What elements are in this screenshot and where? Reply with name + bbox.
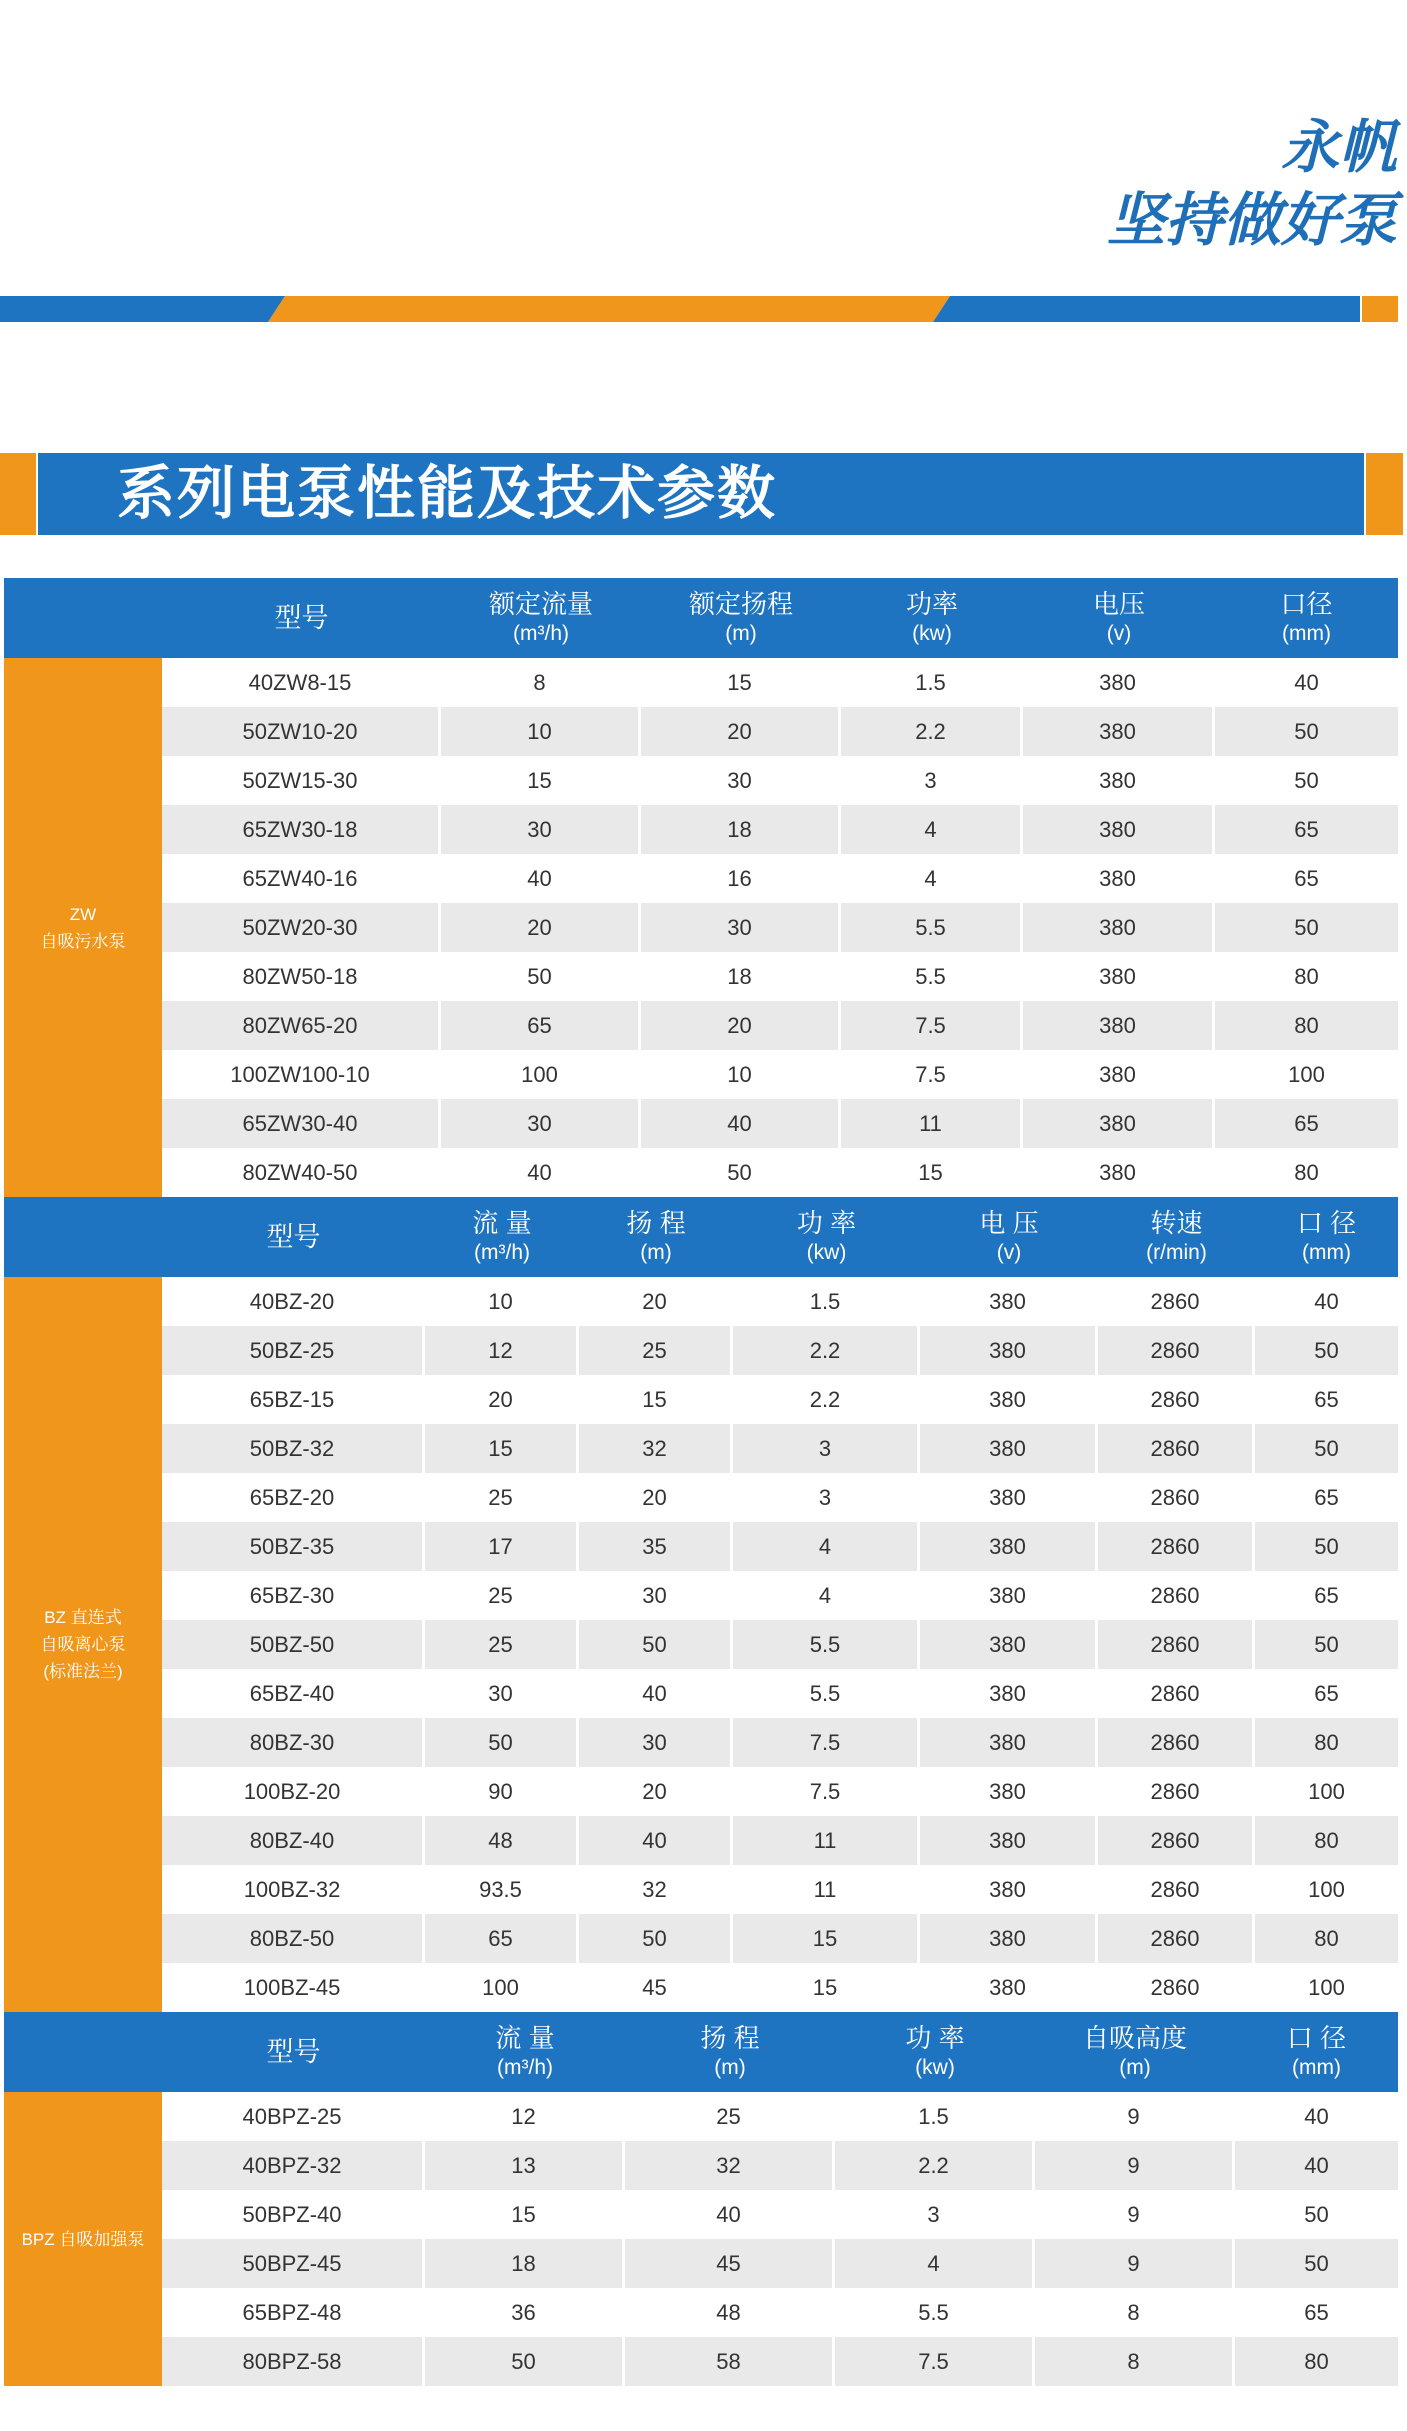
table-cell: 50 (1294, 914, 1319, 940)
table-cell: 25 (425, 1620, 579, 1669)
cell-model: 80BZ-40 (162, 1816, 425, 1865)
table-cell: 2860 (1098, 1620, 1255, 1669)
header-head: 扬 程 (m) (700, 2023, 760, 2079)
table-cell: 5.5 (733, 1669, 920, 1718)
header-flow: 额定流量 (m³/h) (488, 589, 593, 645)
table-cell: 4 (733, 1522, 920, 1571)
table-cell: 20 (425, 1375, 579, 1424)
table-cell: 1.5 (835, 2092, 1035, 2141)
table-cell: 380 (920, 1473, 1098, 1522)
table-row (162, 1963, 1398, 2012)
table-cell: 65 (1294, 816, 1319, 842)
cell-model: 100BZ-20 (162, 1767, 425, 1816)
decorative-stripe (0, 296, 1398, 322)
table-rows (162, 658, 1398, 1197)
table-cell: 2.2 (733, 1326, 920, 1375)
table-cell: 50 (1294, 767, 1319, 793)
table-cell: 45 (579, 1963, 733, 2012)
table-cell: 380 (920, 1424, 1098, 1473)
table-cell: 9 (1035, 2239, 1235, 2288)
table-cell: 65 (1294, 1110, 1319, 1136)
table-cell: 40 (1294, 669, 1319, 695)
table-cell: 15 (579, 1375, 733, 1424)
cell-model: 80ZW65-20 (162, 1001, 441, 1050)
table-cell: 25 (425, 1571, 579, 1620)
table-cell: 4 (733, 1571, 920, 1620)
table-row (162, 1375, 1398, 1424)
cell-model: 100BZ-32 (162, 1865, 425, 1914)
table-cell: 12 (425, 1326, 579, 1375)
table-cell: 380 (920, 1522, 1098, 1571)
table-cell: 50 (579, 1914, 733, 1963)
table-row (162, 1099, 1398, 1148)
table-cell: 65 (441, 1001, 641, 1050)
table-cell: 380 (1023, 805, 1215, 854)
category-label-bpz: BPZ 自吸加强泵 (4, 2092, 162, 2386)
cell-model: 80ZW50-18 (162, 952, 441, 1001)
table-cell: 17 (425, 1522, 579, 1571)
cell-model: 50BZ-50 (162, 1620, 425, 1669)
table-cell: 15 (425, 1424, 579, 1473)
table-row (162, 2141, 1398, 2190)
table-cell: 40 (641, 1099, 841, 1148)
header-power: 功率 (kw) (905, 589, 958, 645)
table-cell: 48 (425, 1816, 579, 1865)
table-zw (4, 578, 1398, 1197)
cell-model: 50BPZ-45 (162, 2239, 425, 2288)
table-cell: 20 (579, 1277, 733, 1326)
table-row (162, 1424, 1398, 1473)
table-cell: 40 (579, 1669, 733, 1718)
cell-model: 65BZ-15 (162, 1375, 425, 1424)
header-model: 型号 (274, 603, 329, 633)
table-cell: 2860 (1098, 1375, 1255, 1424)
cell-model: 65BZ-40 (162, 1669, 425, 1718)
table-cell: 50 (425, 1718, 579, 1767)
table-cell: 65 (1294, 865, 1319, 891)
table-cell: 20 (579, 1473, 733, 1522)
table-cell: 50 (441, 952, 641, 1001)
table-cell: 36 (425, 2288, 625, 2337)
table-row (162, 1148, 1398, 1197)
table-cell: 15 (733, 1963, 920, 2012)
header-power: 功 率 (kw) (796, 1208, 857, 1264)
table-cell: 20 (641, 1001, 841, 1050)
table-cell: 65 (425, 1914, 579, 1963)
cell-model: 65BZ-30 (162, 1571, 425, 1620)
table-cell: 50 (1314, 1533, 1339, 1559)
table-cell: 40 (1314, 1288, 1339, 1314)
table-cell: 13 (425, 2141, 625, 2190)
table-cell: 3 (733, 1473, 920, 1522)
table-cell: 2.2 (733, 1375, 920, 1424)
table-cell: 20 (641, 707, 841, 756)
brand-tagline: 坚持做好泵 (1106, 187, 1397, 253)
table-cell: 12 (425, 2092, 625, 2141)
cell-model: 50BZ-32 (162, 1424, 425, 1473)
table-cell: 5.5 (841, 903, 1023, 952)
cell-model: 65ZW30-40 (162, 1099, 441, 1148)
table-cell: 30 (579, 1718, 733, 1767)
table-cell: 2860 (1098, 1326, 1255, 1375)
category-label-zw: ZW 自吸污水泵 (4, 658, 162, 1197)
header-power: 功 率 (kw) (905, 2023, 965, 2079)
table-cell: 5.5 (841, 952, 1023, 1001)
cell-model: 50ZW10-20 (162, 707, 441, 756)
table-cell: 2.2 (835, 2141, 1035, 2190)
table-cell: 50 (1314, 1435, 1339, 1461)
table-cell: 18 (641, 952, 841, 1001)
table-cell: 2860 (1098, 1914, 1255, 1963)
table-cell: 32 (579, 1865, 733, 1914)
table-row (162, 2288, 1398, 2337)
table-cell: 15 (733, 1914, 920, 1963)
table-cell: 380 (920, 1326, 1098, 1375)
cell-model: 50ZW15-30 (162, 756, 441, 805)
table-cell: 30 (441, 1099, 641, 1148)
table-cell: 2860 (1098, 1522, 1255, 1571)
table-cell: 40 (579, 1816, 733, 1865)
table-cell: 380 (920, 1571, 1098, 1620)
table-row (162, 903, 1398, 952)
table-cell: 380 (920, 1865, 1098, 1914)
table-cell: 32 (579, 1424, 733, 1473)
table-row (162, 707, 1398, 756)
cell-model: 50BZ-25 (162, 1326, 425, 1375)
table-cell: 3 (835, 2190, 1035, 2239)
table-cell: 380 (1023, 903, 1215, 952)
table-row (162, 1914, 1398, 1963)
table-cell: 80 (1314, 1729, 1339, 1755)
table-cell: 2860 (1098, 1571, 1255, 1620)
header-speed: 转速 (r/min) (1146, 1208, 1207, 1264)
table-cell: 30 (425, 1669, 579, 1718)
table-cell: 65 (1304, 2299, 1329, 2325)
table-row (162, 658, 1398, 707)
section-title: 系列电泵性能及技术参数 (117, 461, 778, 526)
table-cell: 380 (1023, 1050, 1215, 1099)
table-cell: 2860 (1098, 1767, 1255, 1816)
table-cell: 2860 (1098, 1963, 1255, 2012)
table-cell: 50 (641, 1148, 841, 1197)
table-cell: 380 (920, 1767, 1098, 1816)
table-cell: 7.5 (835, 2337, 1035, 2386)
table-cell: 380 (1023, 854, 1215, 903)
cell-model: 40BPZ-32 (162, 2141, 425, 2190)
table-cell: 50 (1304, 2201, 1329, 2227)
category-label-bz: BZ 直连式 自吸离心泵 (标准法兰) (4, 1277, 162, 2012)
table-cell: 2860 (1098, 1473, 1255, 1522)
cell-model: 50BZ-35 (162, 1522, 425, 1571)
table-cell: 50 (1304, 2250, 1329, 2276)
table-cell: 10 (641, 1050, 841, 1099)
header-voltage: 电 压 (v) (979, 1208, 1039, 1264)
header-suction-height: 自吸高度 (m) (1082, 2023, 1187, 2079)
table-row (162, 1620, 1398, 1669)
table-cell: 50 (1314, 1337, 1339, 1363)
table-cell: 45 (625, 2239, 835, 2288)
header-caliber: 口 径 (mm) (1286, 2023, 1347, 2079)
table-cell: 80 (1304, 2348, 1329, 2374)
cell-model: 50ZW20-30 (162, 903, 441, 952)
table-cell: 30 (579, 1571, 733, 1620)
table-cell: 8 (1035, 2337, 1235, 2386)
table-cell: 15 (841, 1148, 1023, 1197)
table-cell: 48 (625, 2288, 835, 2337)
table-cell: 35 (579, 1522, 733, 1571)
cell-model: 65BZ-20 (162, 1473, 425, 1522)
table-rows (162, 1277, 1398, 2012)
table-cell: 50 (425, 2337, 625, 2386)
table-cell: 40 (1304, 2103, 1329, 2129)
table-cell: 380 (1023, 1001, 1215, 1050)
table-cell: 10 (425, 1277, 579, 1326)
table-cell: 5.5 (835, 2288, 1035, 2337)
header-flow: 流 量 (m³/h) (472, 1208, 532, 1264)
table-cell: 380 (920, 1277, 1098, 1326)
table-cell: 40 (441, 1148, 641, 1197)
table-cell: 100 (1308, 1876, 1345, 1902)
cell-model: 50BPZ-40 (162, 2190, 425, 2239)
table-cell: 380 (920, 1669, 1098, 1718)
table-cell: 2860 (1098, 1865, 1255, 1914)
table-row (162, 1767, 1398, 1816)
table-row (162, 756, 1398, 805)
table-cell: 8 (441, 658, 641, 707)
table-cell: 80 (1294, 963, 1319, 989)
table-cell: 15 (425, 2190, 625, 2239)
table-cell: 1.5 (841, 658, 1023, 707)
table-row (162, 1473, 1398, 1522)
table-bz (4, 1197, 1398, 2012)
table-cell: 100 (1308, 1778, 1345, 1804)
table-cell: 380 (920, 1914, 1098, 1963)
table-cell: 3 (841, 756, 1023, 805)
spec-tables (4, 578, 1398, 2386)
table-cell: 380 (1023, 756, 1215, 805)
table-cell: 2860 (1098, 1669, 1255, 1718)
header-spacer (4, 578, 162, 658)
table-cell: 65 (1314, 1484, 1339, 1510)
table-cell: 380 (1023, 1099, 1215, 1148)
table-cell: 65 (1314, 1680, 1339, 1706)
cell-model: 40BZ-20 (162, 1277, 425, 1326)
table-row (162, 1001, 1398, 1050)
table-cell: 380 (920, 1816, 1098, 1865)
table-cell: 80 (1294, 1159, 1319, 1185)
table-cell: 50 (1294, 718, 1319, 744)
table-row (162, 1571, 1398, 1620)
table-row (162, 952, 1398, 1001)
table-row (162, 1718, 1398, 1767)
table-cell: 7.5 (733, 1767, 920, 1816)
table-bpz (4, 2012, 1398, 2386)
table-cell: 30 (641, 756, 841, 805)
table-header (4, 1197, 1398, 1277)
table-cell: 2860 (1098, 1816, 1255, 1865)
table-cell: 7.5 (841, 1001, 1023, 1050)
table-cell: 40 (441, 854, 641, 903)
table-cell: 65 (1314, 1582, 1339, 1608)
table-cell: 65 (1314, 1386, 1339, 1412)
table-cell: 100 (1288, 1061, 1325, 1087)
table-row (162, 1522, 1398, 1571)
table-cell: 7.5 (841, 1050, 1023, 1099)
cell-model: 100BZ-45 (162, 1963, 425, 2012)
table-row (162, 2092, 1398, 2141)
table-cell: 3 (733, 1424, 920, 1473)
table-cell: 2.2 (841, 707, 1023, 756)
table-cell: 380 (1023, 1148, 1215, 1197)
table-cell: 4 (841, 854, 1023, 903)
cell-model: 65ZW30-18 (162, 805, 441, 854)
cell-model: 100ZW100-10 (162, 1050, 441, 1099)
table-cell: 11 (841, 1099, 1023, 1148)
table-cell: 50 (1314, 1631, 1339, 1657)
header-head: 扬 程 (m) (626, 1208, 686, 1264)
table-cell: 25 (425, 1473, 579, 1522)
table-cell: 20 (579, 1767, 733, 1816)
table-cell: 9 (1035, 2141, 1235, 2190)
table-cell: 80 (1314, 1827, 1339, 1853)
table-row (162, 1277, 1398, 1326)
header-head: 额定扬程 (m) (688, 589, 793, 645)
table-cell: 58 (625, 2337, 835, 2386)
table-cell: 100 (441, 1050, 641, 1099)
table-cell: 9 (1035, 2092, 1235, 2141)
table-row (162, 2337, 1398, 2386)
table-row (162, 1326, 1398, 1375)
table-cell: 2860 (1098, 1277, 1255, 1326)
table-cell: 10 (441, 707, 641, 756)
table-cell: 380 (1023, 952, 1215, 1001)
table-header (4, 578, 1398, 658)
header-model: 型号 (266, 2037, 321, 2067)
table-cell: 80 (1314, 1925, 1339, 1951)
table-row (162, 805, 1398, 854)
table-cell: 30 (441, 805, 641, 854)
header-spacer (4, 1197, 162, 1277)
table-cell: 380 (920, 1963, 1098, 2012)
table-cell: 4 (841, 805, 1023, 854)
table-cell: 18 (641, 805, 841, 854)
cell-model: 80ZW40-50 (162, 1148, 441, 1197)
brand-name: 永帆 (1280, 115, 1397, 180)
table-row (162, 1865, 1398, 1914)
table-cell: 100 (1308, 1974, 1345, 2000)
table-cell: 11 (733, 1865, 920, 1914)
cell-model: 65ZW40-16 (162, 854, 441, 903)
cell-model: 40ZW8-15 (162, 658, 441, 707)
table-cell: 16 (641, 854, 841, 903)
table-cell: 40 (1304, 2152, 1329, 2178)
table-cell: 30 (641, 903, 841, 952)
table-row (162, 2239, 1398, 2288)
table-cell: 380 (1023, 658, 1215, 707)
table-cell: 380 (920, 1718, 1098, 1767)
table-cell: 20 (441, 903, 641, 952)
table-row (162, 854, 1398, 903)
table-header (4, 2012, 1398, 2092)
table-cell: 25 (579, 1326, 733, 1375)
table-cell: 32 (625, 2141, 835, 2190)
header-model: 型号 (266, 1222, 321, 1252)
table-cell: 15 (441, 756, 641, 805)
brand-slogan (1107, 112, 1397, 257)
table-cell: 2860 (1098, 1424, 1255, 1473)
table-row (162, 1669, 1398, 1718)
header-caliber: 口 径 (mm) (1296, 1208, 1357, 1264)
table-cell: 100 (425, 1963, 579, 2012)
table-cell: 8 (1035, 2288, 1235, 2337)
table-cell: 15 (641, 658, 841, 707)
table-cell: 11 (733, 1816, 920, 1865)
table-cell: 1.5 (733, 1277, 920, 1326)
table-cell: 5.5 (733, 1620, 920, 1669)
table-rows (162, 2092, 1398, 2386)
table-cell: 80 (1294, 1012, 1319, 1038)
table-cell: 40 (625, 2190, 835, 2239)
table-cell: 7.5 (733, 1718, 920, 1767)
header-voltage: 电压 (v) (1092, 589, 1145, 645)
cell-model: 65BPZ-48 (162, 2288, 425, 2337)
table-cell: 380 (1023, 707, 1215, 756)
table-cell: 18 (425, 2239, 625, 2288)
table-cell: 4 (835, 2239, 1035, 2288)
table-cell: 2860 (1098, 1718, 1255, 1767)
header-spacer (4, 2012, 162, 2092)
table-cell: 93.5 (425, 1865, 579, 1914)
cell-model: 80BZ-50 (162, 1914, 425, 1963)
cell-model: 40BPZ-25 (162, 2092, 425, 2141)
cell-model: 80BPZ-58 (162, 2337, 425, 2386)
table-row (162, 1050, 1398, 1099)
table-row (162, 2190, 1398, 2239)
table-row (162, 1816, 1398, 1865)
cell-model: 80BZ-30 (162, 1718, 425, 1767)
header-caliber: 口径 (mm) (1280, 589, 1333, 645)
table-cell: 50 (579, 1620, 733, 1669)
table-cell: 380 (920, 1620, 1098, 1669)
table-cell: 25 (625, 2092, 835, 2141)
header-flow: 流 量 (m³/h) (495, 2023, 555, 2079)
table-cell: 380 (920, 1375, 1098, 1424)
table-cell: 90 (425, 1767, 579, 1816)
table-cell: 9 (1035, 2190, 1235, 2239)
